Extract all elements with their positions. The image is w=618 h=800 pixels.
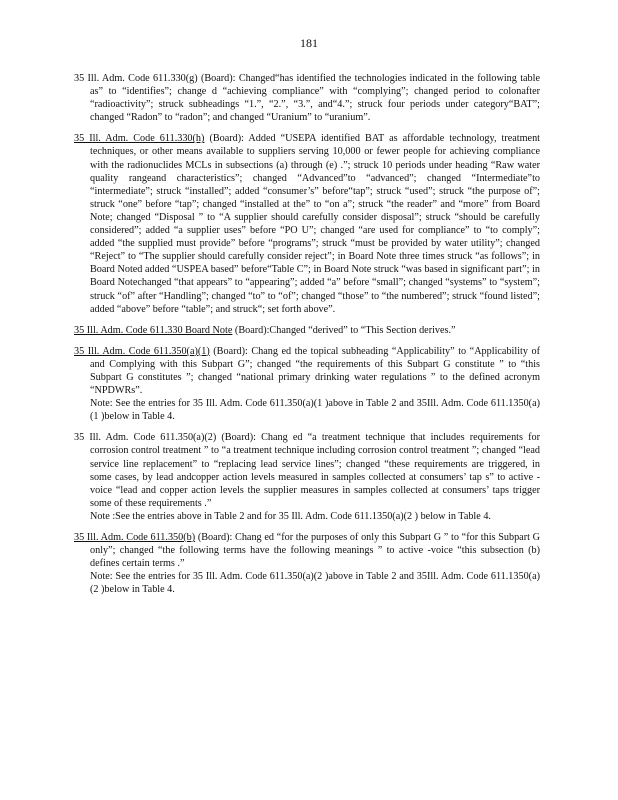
- entry-text: (Board): Chang ed the topical subheading “Applicability” to “Applicability of and Complying with this Subpart G”; changed “the requirements of this Subpart G constitute ” to “this Subpart G constitutes ”; changed “national primary drinking water regulations ” to the defined acronym “NPDWRs”.: [90, 345, 540, 397]
- entry-reference: 35 Ill. Adm. Code 611.330 Board Note: [74, 324, 233, 336]
- entry-note: Note: See the entries for 35 Ill. Adm. Code 611.350(a)(2 )above in Table 2 and 35Ill. Adm. Code 611.1350(a)(2 )below in Table 4.: [90, 571, 540, 596]
- entry-611-330-h: [74, 132, 540, 315]
- page-number: 181: [300, 36, 318, 50]
- entry-reference: 35 Ill. Adm. Code 611.330(h): [74, 133, 205, 145]
- amendment-entries: [74, 72, 540, 604]
- entry-text: (Board): Chang ed “for the purposes of only this Subpart G ” to “for this Subpart G only”; changed “the following terms have the following meanings ” to active -voice “this subsection (b) defines certain terms .”: [90, 532, 540, 570]
- entry-note: Note: See the entries for 35 Ill. Adm. Code 611.350(a)(1 )above in Table 2 and 35Ill. Adm. Code 611.1350(a)(1 )below in Table 4.: [90, 398, 540, 423]
- entry-611-330-board-note: [74, 324, 540, 337]
- entry-reference: 35 Ill. Adm. Code 611.330(g): [74, 73, 198, 84]
- entry-reference: 35 Ill. Adm. Code 611.350(a)(1): [74, 345, 210, 357]
- entry-611-330-g: [74, 72, 540, 124]
- entry-text: (Board): Changed“has identified the technologies indicated in the following table as” to “identifies”; change d “achieving compliance” with “complying”; changed period to colonafter “radioactivity”; struck subheadings “1.”, “2.”, “3.”, and“4.”; struck four periods under category“BAT”; changed “Radon” to “radon”; and changed “Uranium” to “uranium”.: [90, 73, 540, 124]
- entry-611-350-a-1: [74, 345, 540, 424]
- entry-text: (Board): Added “USEPA identified BAT as affordable technology, treatment techniques, or other means available to suppliers serving 10,000 or fewer people for achieving compliance with the radionuclides MCLs in subsections (a) through (e) .”; struck 10 periods under heading “Raw water quality rangeand characteristics”; changed “Advanced”to “advanced”; changed “Intermediate”to “intermediate”; struck “installed”; added “consumer’s” before“tap”; struck “used”; struck “the purpose of”; struck “one” before “tap”; changed “installed at the” to “on a”; struck “the reader” and “more” from Board Note; changed “Disposal ” to “A supplier should carefully consider disposal”; struck “should be carefully considered”; added “a supplier uses” before “PO U”; changed “are used for compliance” to “to comply”; added “the supplied must provide” before “programs”; struck “must be provided by water utility”; changed “Reject” to “The supplier should carefully consider reject”; in Board Note three times struck “as follows”; in Board Noted added “USPEA based” before“Table C”; in Board Note struck “was based in significant part”; in Board Notechanged “that appears” to “appearing”; added “a” before “small”; changed “systems” to “system”; struck “of” after “Handling”; changed “to” to “of”; changed “those” to “the numbered”; struck “found listed”; added “above” before “table”; and struck“; set forth above”.: [90, 133, 540, 315]
- entry-text: (Board): Chang ed “a treatment technique that includes requirements for corrosion control treatment ” to “a treatment technique including corrosion control treatment ”; changed “lead service line replacement” to “replacing lead service lines”; changed “these requirements are triggered, in some cases, by lead andcopper action levels measured in samples collected at consumers’ tap s” to active -voice “lead and copper action levels the supplier measures in samples collected at consumers’ taps trigger some of these requirements .”: [90, 432, 540, 509]
- entry-reference: 35 Ill. Adm. Code 611.350(b): [74, 532, 196, 543]
- entry-note: Note :See the entries above in Table 2 and for 35 Ill. Adm. Code 611.1350(a)(2 ) below in Table 4.: [90, 510, 491, 522]
- entry-611-350-b: [74, 531, 540, 596]
- entry-reference: 35 Ill. Adm. Code 611.350(a)(2): [74, 432, 217, 444]
- entry-text: (Board):Changed “derived” to “This Section derives.”: [232, 324, 456, 336]
- entry-611-350-a-2: [74, 431, 540, 523]
